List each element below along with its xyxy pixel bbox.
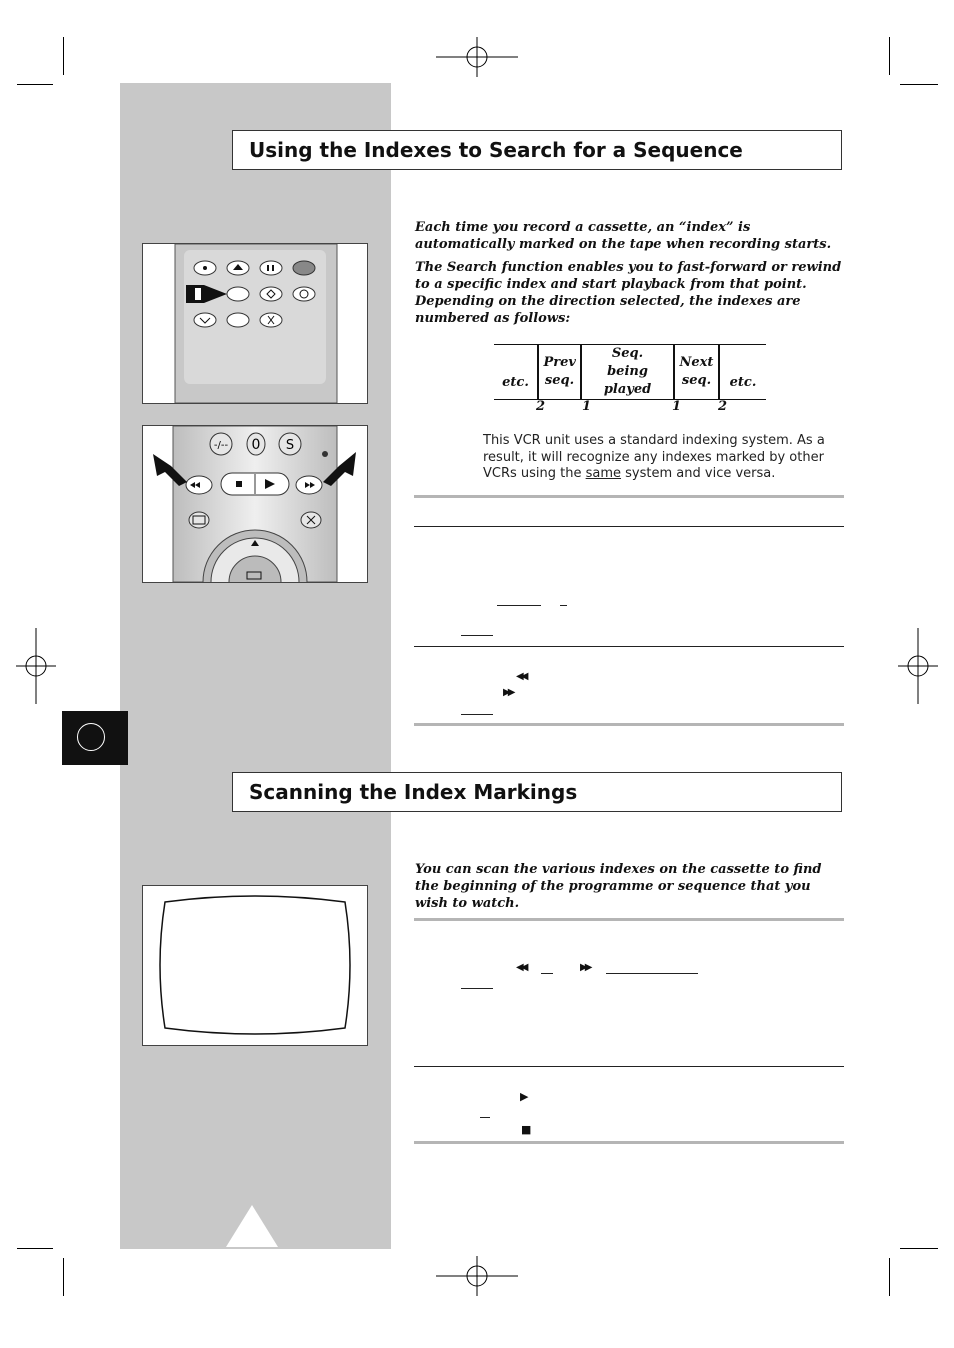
remote-key-label: -/-- (213, 440, 229, 451)
crop-mark (17, 1248, 53, 1249)
section-divider (414, 495, 844, 498)
index-cell-text: Prev seq. (543, 355, 576, 388)
step-divider (414, 1066, 844, 1067)
fast-forward-icon: ▶▶ (580, 962, 590, 973)
index-number: 1 (672, 399, 682, 414)
index-table (494, 344, 766, 400)
section-divider (414, 723, 844, 726)
index-cell (538, 345, 581, 400)
section-divider (414, 1141, 844, 1144)
index-cell: etc. (494, 345, 538, 400)
page-direction-triangle (226, 1205, 278, 1247)
section-title-box (232, 772, 842, 812)
tv-screen (143, 886, 367, 1045)
crop-mark (889, 37, 890, 75)
section-title: Using the Indexes to Search for a Sequence (249, 138, 743, 162)
registration-mark-bottom (436, 1256, 518, 1296)
underline-mark (497, 605, 541, 606)
crop-mark (889, 1258, 890, 1296)
registration-mark-left (16, 628, 56, 704)
page-tab (62, 711, 128, 765)
indexing-note (483, 433, 828, 483)
registration-mark-top (436, 37, 518, 77)
intro-paragraph: You can scan the various indexes on the cassette to find the beginning of the programme or sequence that you wish to watch. (415, 862, 822, 911)
section-divider (414, 918, 844, 921)
note-underlined: same (585, 466, 622, 481)
crop-mark (900, 1248, 938, 1249)
underline-mark (461, 988, 493, 989)
crop-mark (63, 1258, 64, 1296)
underline-mark (560, 605, 567, 606)
index-cell (581, 345, 674, 400)
index-cell (674, 345, 719, 400)
index-cell-text: Seq. being played (603, 346, 652, 397)
index-number: 2 (536, 399, 546, 414)
crop-mark (17, 84, 53, 85)
underline-mark (480, 1117, 490, 1118)
play-icon: ▶ (520, 1090, 529, 1103)
vcr-front-panel (143, 244, 367, 403)
section-title-box (232, 130, 842, 170)
remote-key-label: S (285, 438, 295, 453)
underline-mark (461, 714, 493, 715)
tv-screen-illustration (142, 885, 368, 1046)
fast-forward-icon: ▶▶ (503, 687, 513, 698)
intro-paragraph: The Search function enables you to fast-forward or rewind to a specific index and start playback from that point. Depending on the direction selected, the indexes are numbered as follows: (415, 260, 842, 326)
underline-mark (461, 635, 493, 636)
step-divider (414, 526, 844, 527)
remote-key-label: 0 (251, 437, 261, 453)
intro-paragraph: Each time you record a cassette, an “index” is automatically marked on the tape when recording starts. (415, 220, 832, 252)
rewind-icon: ◀◀ (516, 671, 526, 682)
registration-mark-right (898, 628, 938, 704)
section-title: Scanning the Index Markings (249, 780, 578, 804)
index-cell: etc. (729, 374, 757, 390)
underline-mark (541, 973, 553, 974)
crop-mark (63, 37, 64, 75)
vcr-front-panel-illustration (142, 243, 368, 404)
remote-control (143, 426, 367, 582)
remote-control-illustration (142, 425, 368, 583)
note-text: system and vice versa. (621, 466, 776, 481)
stop-icon: ■ (521, 1123, 532, 1136)
rewind-icon: ◀◀ (516, 962, 526, 973)
index-number: 2 (718, 399, 728, 414)
underline-mark (606, 973, 698, 974)
index-number: 1 (582, 399, 592, 414)
index-cell-text: Next seq. (679, 355, 714, 388)
step-divider (414, 646, 844, 647)
page-number-circle (77, 723, 105, 751)
crop-mark (900, 84, 938, 85)
note-text: This VCR unit uses a standard indexing system. As a result, it will recognize any indexes marked by other VCRs using the (483, 433, 825, 481)
